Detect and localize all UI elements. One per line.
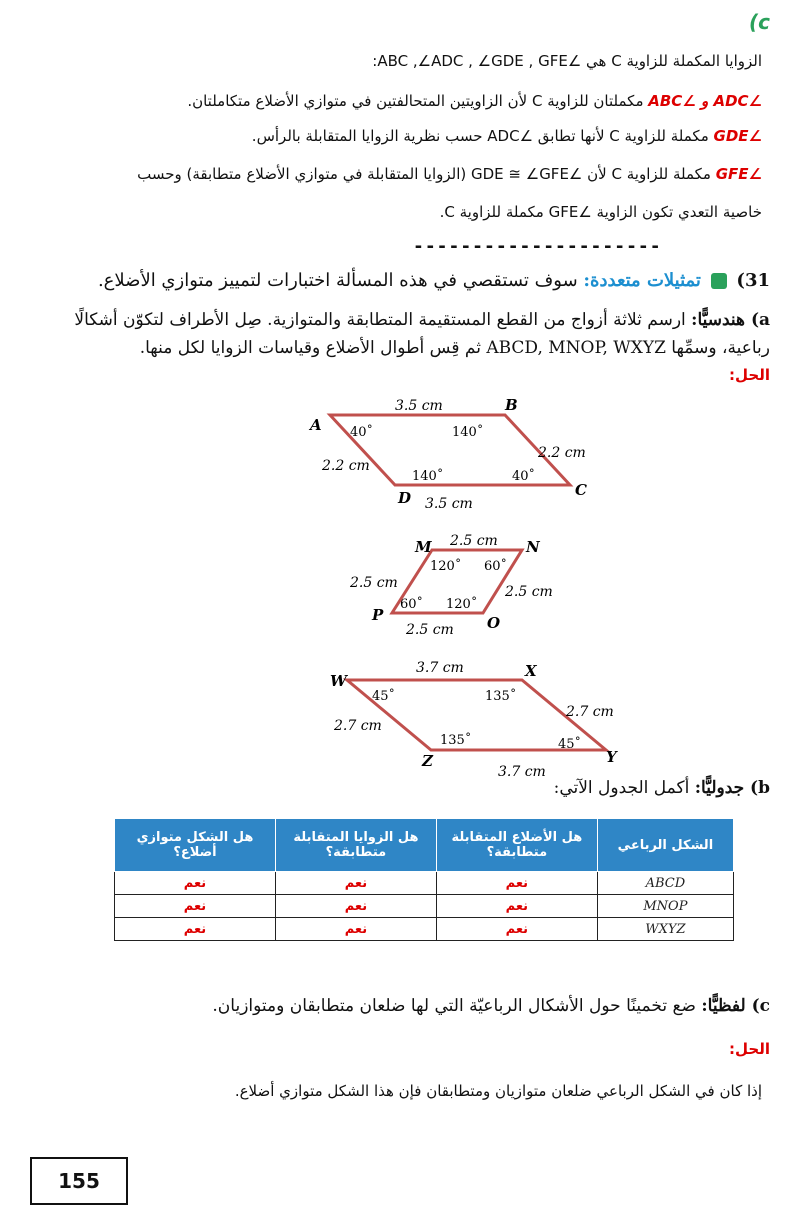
table-header-shape: الشكل الرباعي [597,819,733,872]
table-cell-parallelogram: نعم [115,872,276,895]
side-dc: 3.5 cm [425,496,473,512]
angle-w: 45˚ [372,689,396,704]
vertex-d: D [398,489,412,507]
table-row [115,895,734,918]
angle-n: 60˚ [484,559,508,574]
vertex-z: Z [422,752,433,770]
table-header-sides: هل الأضلاع المتقابلة متطابقة؟ [436,819,597,872]
angle-m: 120˚ [430,559,462,574]
angle-x: 135˚ [485,689,517,704]
table-cell-angles: نعم [275,872,436,895]
answer-line-4-highlight: ∠GFE [715,165,762,183]
side-ad: 2.2 cm [322,458,370,474]
angle-z: 135˚ [440,733,472,748]
table-row [115,872,734,895]
side-xy: 2.7 cm [566,704,614,720]
answer-line-1: الزوايا المكملة للزاوية C هي ∠ABC ,∠ADC , ∠GDE , GFE: [372,52,762,70]
answer-line-4 [137,165,762,183]
angle-c: 40˚ [512,469,536,484]
question-31-heading [98,270,770,291]
part-a-text: ارسم ثلاثة أزواج من القطع المستقيمة المتطابقة والمتوازية. صِل الأطراف لتكوّن أشكالًا رباعية، وسمِّها ABCD, MNOP, WXYZ ثم قِس أطوال الأضلاع وقياسات الزوايا لكل منها. [74,310,770,358]
vertex-b: B [505,396,518,414]
angle-p: 60˚ [400,597,424,612]
page-number: 155 [30,1157,128,1205]
side-wx: 3.7 cm [416,660,464,676]
table-cell-sides: نعم [436,872,597,895]
vertex-y: Y [606,748,617,766]
vertex-w: W [330,672,347,690]
vertex-x: X [525,662,537,680]
conclusion-text: إذا كان في الشكل الرباعي ضلعان متوازيان ومتطابقان فإن هذا الشكل متوازي أضلاع. [234,1082,762,1100]
answer-line-3-text: مكملة للزاوية C لأنها تطابق ∠ADC حسب نظرية الزوايا المتقابلة بالرأس. [251,127,709,145]
table-header-row [115,819,734,872]
table-header-parallelogram: هل الشكل متوازي أضلاع؟ [115,819,276,872]
part-b-text: أكمل الجدول الآتي: [553,778,690,798]
table-cell-parallelogram: نعم [115,895,276,918]
part-b-label: b) جدوليًّا: [694,778,770,798]
angle-d: 140˚ [412,469,444,484]
answer-line-2-text: مكملتان للزاوية C لأن الزاويتين المتحالفتين في متوازي الأضلاع متكاملتان. [187,92,644,110]
part-c-label: (c [749,10,770,34]
angle-y: 45˚ [558,737,582,752]
answer-line-4-text: مكملة للزاوية C لأن ∠GDE ≅ ∠GFE (الزوايا المتقابلة في متوازي الأضلاع متطابقة) وحسب [137,165,711,183]
table-cell-name: MNOP [597,895,733,918]
question-intro: سوف تستقصي في هذه المسألة اختبارات لتمييز متوازي الأضلاع. [97,270,578,291]
side-mp: 2.5 cm [350,575,398,591]
table-cell-parallelogram: نعم [115,918,276,941]
table-cell-angles: نعم [275,918,436,941]
separator-dashes: --------------------- [413,236,662,257]
solution-label-a: الحل: [729,366,770,384]
answer-line-3 [252,127,762,145]
question-number: 31) [736,270,770,291]
parallelograms-figure [300,396,617,780]
table-cell-sides: نعم [436,918,597,941]
table-cell-angles: نعم [275,895,436,918]
answer-line-2 [187,92,762,110]
side-bc: 2.2 cm [538,445,586,461]
vertex-p: P [372,606,384,624]
part-c [212,996,770,1016]
vertex-o: O [487,614,501,632]
part-c-question-label: c) لفظيًّا: [701,996,770,1016]
part-a-label: a) هندسيًّا: [691,310,770,330]
side-po: 2.5 cm [406,622,454,638]
side-zy: 3.7 cm [498,764,546,780]
vertex-n: N [526,538,540,556]
question-title: تمثيلات متعددة: [583,270,701,291]
angle-a: 40˚ [350,425,374,440]
answer-line-5: خاصية التعدي تكون الزاوية ∠GFE مكملة للزاوية C. [439,203,762,221]
table-header-angles: هل الزوايا المتقابلة متطابقة؟ [275,819,436,872]
table-cell-sides: نعم [436,895,597,918]
side-ab: 3.5 cm [395,398,443,414]
side-mn: 2.5 cm [450,533,498,549]
solution-label-c: الحل: [729,1040,770,1058]
vertex-m: M [415,538,432,556]
part-b [554,778,770,798]
answer-line-2-highlight: ∠ADC و ∠ABC [648,92,762,110]
side-no: 2.5 cm [505,584,553,600]
puzzle-icon [711,273,727,289]
vertex-a: A [310,416,322,434]
answer-line-3-highlight: ∠GDE [713,127,762,145]
part-c-text: ضع تخمينًا حول الأشكال الرباعيّة التي لها ضلعان متطابقان ومتوازيان. [212,996,696,1016]
table-cell-name: ABCD [597,872,733,895]
part-a [30,306,770,362]
vertex-c: C [575,481,587,499]
results-table [114,818,734,941]
angle-o: 120˚ [446,597,478,612]
table-row [115,918,734,941]
side-wz: 2.7 cm [334,718,382,734]
angle-b: 140˚ [452,425,484,440]
table-cell-name: WXYZ [597,918,733,941]
